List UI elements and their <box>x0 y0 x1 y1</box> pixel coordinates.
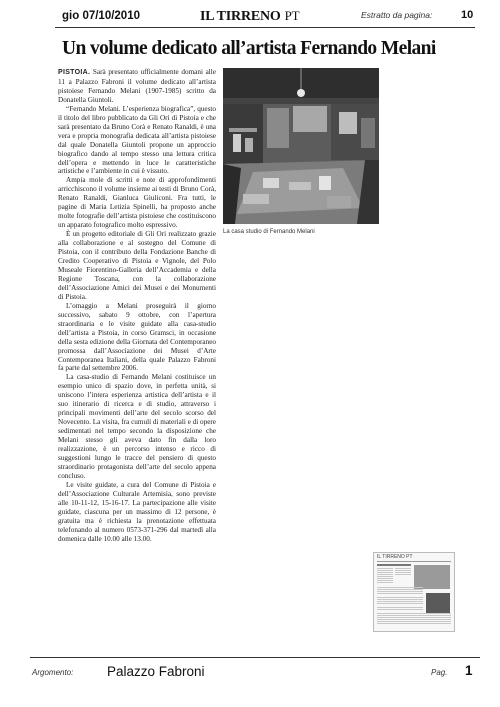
article-body <box>58 68 216 550</box>
photo-caption: La casa studio di Fernando Melani <box>223 229 315 235</box>
page-number: 1 <box>465 663 473 678</box>
article-paragraph: Le visite guidate, a cura del Comune di Pistoia e dell’Associazione Culturale Artemisia, sono previste alle 10-11-12, 15-16-17. La partecipazione alle visite guidate, ciascuna per un massimo di 12 persone, è gratuita ma è richiesta la prenotazione effettuata telefonando al numero 0573-371-296 dal martedì alla domenica dalle 10.00 alle 13.00. <box>58 480 216 543</box>
footer-divider <box>30 657 480 658</box>
article-paragraph: Ampia mole di scritti e note di approfondimenti arricchiscono il volume insieme ai testi di Bruno Corà, Renato Ranaldi, Gianluca Giuliconi. Fra tutti, le pagine di Maria Letizia Spinelli, ha proposto anche molte fotografie dell’artista pistoiese che costituiscono un apparato fotografico molto espressivo. <box>58 176 216 230</box>
estratto-label: Estratto da pagina: <box>361 10 433 20</box>
article-date: gio 07/10/2010 <box>62 10 140 22</box>
photo-studio-interior <box>223 68 379 224</box>
thumbnail-layout-graphic <box>374 553 454 631</box>
article-photo <box>223 68 379 224</box>
article-paragraph: La casa-studio di Fernando Melani costituisce un esempio unico di spazio dove, in perfetta unità, si uniscono l’intera esperienza artistica dell’artista e il suo itinerario di ricerca e di studio, attraverso i principali movimenti dell’arte del secolo scorso del Novecento. La visita, fra cumuli di materiali e di opere sedimentati nel tempo secondo la disposizione che Melani stesso gli aveva dato fin dalla loro realizzazione, è un percorso intenso e ricco di suggestioni lungo le tracce del pensiero di questo straordinario protagonista dell’arte del secolo appena concluso. <box>58 373 216 480</box>
thumbnail-masthead: IL TIRRENO PT <box>377 554 413 560</box>
article-headline: Un volume dedicato all’artista Fernando Melani <box>62 38 436 59</box>
page-label: Pag. <box>431 668 448 677</box>
argomento-value: Palazzo Fabroni <box>107 664 205 679</box>
newspaper-name: IL TIRRENO <box>200 9 281 24</box>
estratto-page-number: 10 <box>461 9 474 21</box>
article-city: PISTOIA. <box>58 69 91 76</box>
article-paragraph: “Fernando Melani. L’esperienza biografica”, questo il titolo del libro pubblicato da Gli Ori di Pistoia e che sarà presentato da Bruno Corà e Renato Ranaldi, è una vera e propria monografia dedicata all’artista pistoiese dal quale Donatella Giuntoli propone un approccio biografico dando al tempo stesso una lettura critica dell’opera e mettendo in luce le caratteristiche artistiche e l’ambiente in cui è vissuto. <box>58 104 216 176</box>
page-thumbnail <box>373 552 455 632</box>
newspaper-edition: PT <box>284 8 300 23</box>
article-paragraph: L’omaggio a Melani proseguirà il giorno successivo, sabato 9 ottobre, con l’apertura straordinaria e le visite guidate alla casa-studio dell’artista a Pistoia, in corso Gramsci, in occasione della sesta edizione della Giornata del Contemporaneo promossa dall’Associazione dei Musei d’Arte Contemporanea Italiani, della quale Palazzo Fabroni fa parte dal settembre 2006. <box>58 301 216 373</box>
header-divider <box>55 27 475 28</box>
article-paragraph: È un progetto editoriale di Gli Ori realizzato grazie alla collaborazione e al sostegno del Comune di Pistoia, con il contributo della Fondazione Banche di Credito Cooperativo di Pistoia e Vignole, del Polo Museale Fiorentino-Galleria dell’Accademia e della Regione Toscana, con la collaborazione dell’Associazione Amici dei Musei e dei Monumenti di Pistoia. <box>58 230 216 301</box>
newspaper-masthead <box>200 8 299 25</box>
paragraph-text: Sarà presentato ufficialmente domani alle 11 a Palazzo Fabroni il volume dedicato all’artista pistoiese Fernando Melani (1907-1985) scritto da Donatella Giuntoli. <box>58 68 216 104</box>
argomento-label: Argomento: <box>32 668 74 677</box>
article-paragraph <box>58 68 216 105</box>
